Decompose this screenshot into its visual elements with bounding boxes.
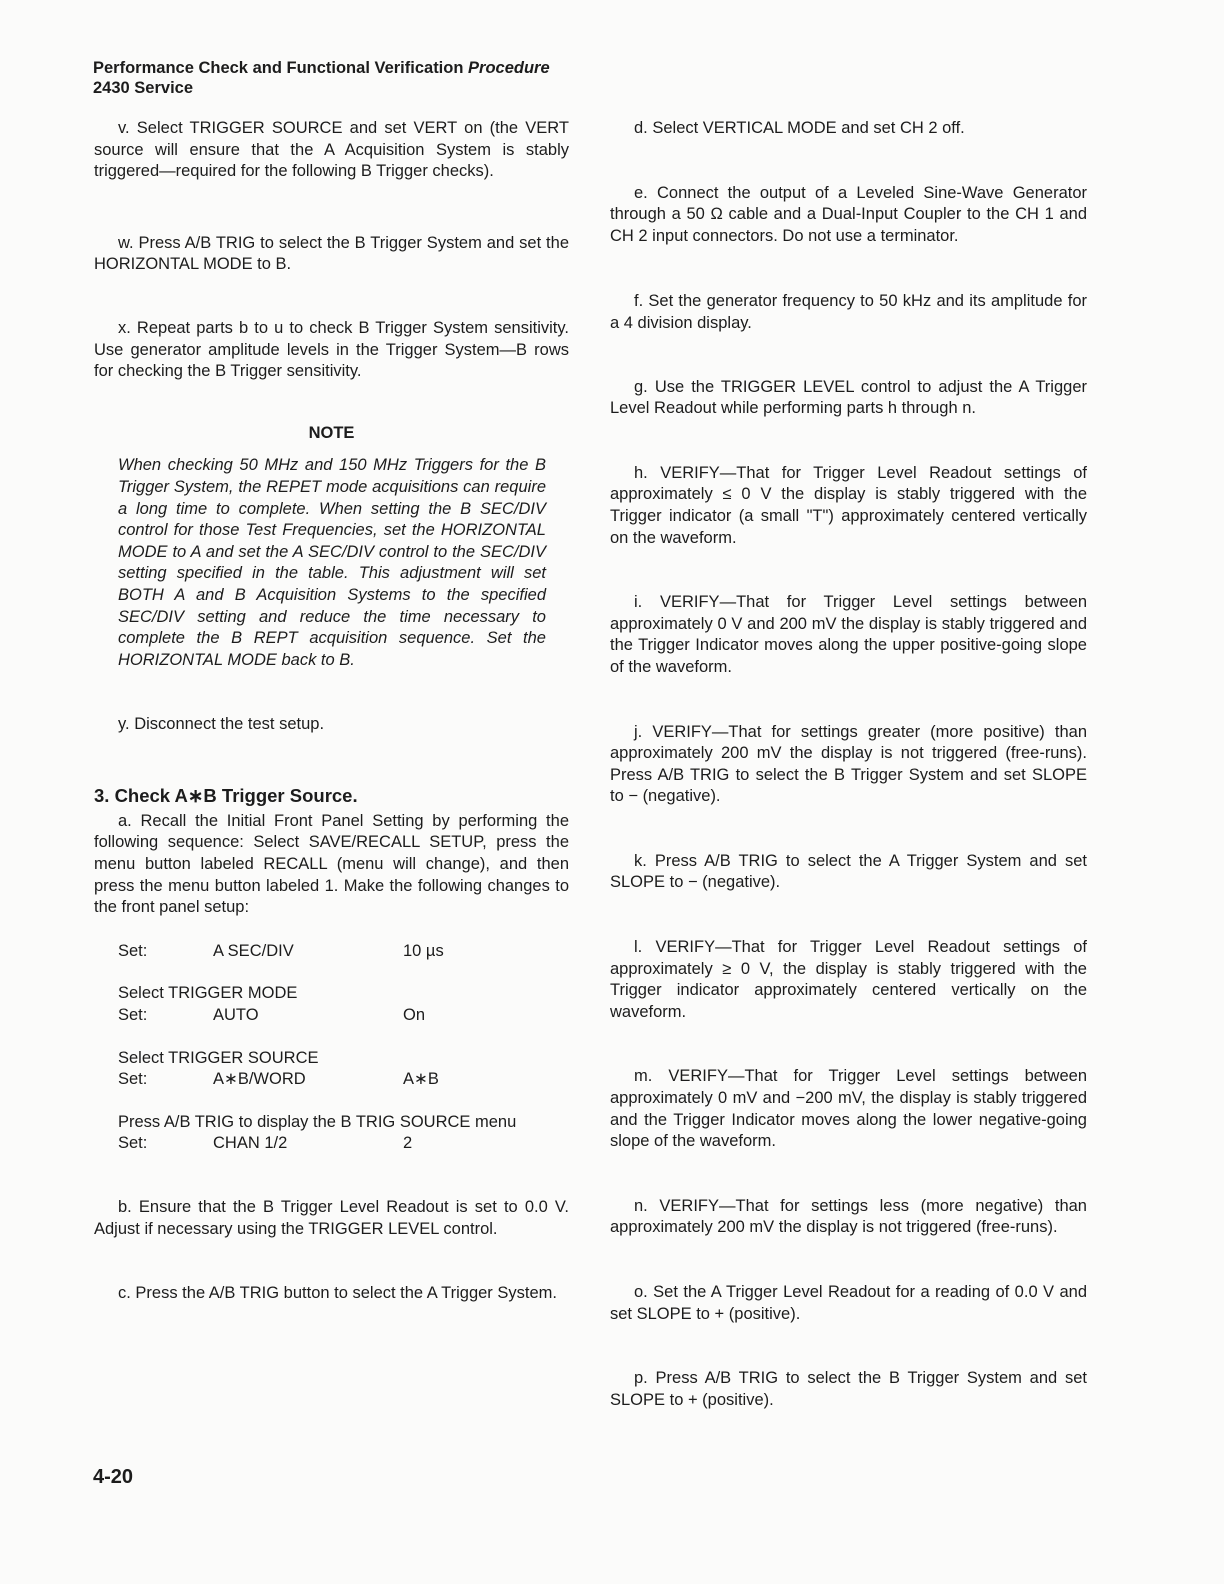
set-value: 10 µs <box>403 941 444 960</box>
step-m: m. VERIFY—That for Trigger Level settings between approximately 0 mV and −200 mV, the display is stably triggered and the Trigger Indicator moves along the lower negative-going slope of the waveform. <box>610 1067 1087 1151</box>
setup-row <box>118 1069 569 1091</box>
header-title <box>93 58 550 78</box>
select-line: Press A/B TRIG to display the B TRIG SOURCE menu <box>118 1112 517 1131</box>
set-item: CHAN 1/2 <box>213 1134 288 1153</box>
step-f: f. Set the generator frequency to 50 kHz and its amplitude for a 4 division display. <box>610 292 1087 332</box>
header-title-end: Procedure <box>468 59 550 77</box>
set-item: A SEC/DIV <box>213 941 294 960</box>
step-b: b. Ensure that the B Trigger Level Readout is set to 0.0 V. Adjust if necessary using the TRIGGER LEVEL control. <box>94 1198 569 1238</box>
step-d: d. Select VERTICAL MODE and set CH 2 off. <box>634 119 965 137</box>
page-number: 4-20 <box>93 1466 134 1488</box>
setup-row <box>118 941 569 963</box>
step-v: v. Select TRIGGER SOURCE and set VERT on (the VERT source will ensure that the A Acquisition System is stably triggered—required for the following B Trigger checks). <box>94 119 569 181</box>
step-o: o. Set the A Trigger Level Readout for a reading of 0.0 V and set SLOPE to + (positive). <box>610 1283 1087 1323</box>
setup-row <box>118 1133 569 1155</box>
step-x: x. Repeat parts b to u to check B Trigger System sensitivity. Use generator amplitude levels in the Trigger System—B rows for checking the B Trigger sensitivity. <box>94 318 569 381</box>
set-value: A∗B <box>403 1070 439 1089</box>
page-header <box>93 58 550 98</box>
set-label: Set: <box>118 1134 148 1153</box>
step-g: g. Use the TRIGGER LEVEL control to adjust the A Trigger Level Readout while performing parts h through n. <box>610 377 1087 418</box>
section-heading: 3. Check A∗B Trigger Source. <box>94 784 358 806</box>
step-i: i. VERIFY—That for Trigger Level settings between approximately 0 V and 200 mV the display is stably triggered and the Trigger Indicator moves along the upper positive-going slope of the waveform. <box>610 593 1087 676</box>
step-a: a. Recall the Initial Front Panel Setting by performing the following sequence: Select SAVE/RECALL SETUP, press the menu button labeled RECALL (menu will change), and then press the menu button labeled 1. Make the following changes to the front panel setup: <box>94 811 569 917</box>
step-c: c. Press the A/B TRIG button to select the A Trigger System. <box>118 1284 557 1303</box>
step-y: y. Disconnect the test setup. <box>118 715 325 734</box>
step-j: j. VERIFY—That for settings greater (more positive) than approximately 200 mV the display is not triggered (free-runs). Press A/B TRIG to select the B Trigger System and set SLOPE to − (negative). <box>610 722 1087 806</box>
right-column <box>610 118 1087 1411</box>
set-value: 2 <box>403 1134 413 1153</box>
set-item: A∗B/WORD <box>213 1070 306 1089</box>
note-text: When checking 50 MHz and 150 MHz Triggers for the B Trigger System, the REPET mode acquisitions can require a long time to complete. When setting the B SEC/DIV control for those Test Frequencies, set the HORIZONTAL MODE to A and set the A SEC/DIV control to the SEC/DIV setting specified in the table. This adjustment will set BOTH A and B Acquisition Systems to the specified SEC/DIV setting and reduce the time necessary to complete the B REPT acquisition sequence. Set the HORIZONTAL MODE back to B. <box>118 456 546 669</box>
header-subtitle: 2430 Service <box>93 79 194 97</box>
step-l: l. VERIFY—That for Trigger Level Readout settings of approximately ≥ 0 V, the display is stably triggered with the Trigger indicator approximately centered vertically on the waveform. <box>610 938 1087 1021</box>
setup-row <box>118 1005 569 1027</box>
step-h: h. VERIFY—That for Trigger Level Readout settings of approximately ≤ 0 V the display is stably triggered with the Trigger indicator (a small "T") approximately centered vertically on the waveform. <box>610 463 1087 547</box>
select-line: Select TRIGGER MODE <box>118 984 298 1003</box>
set-label: Set: <box>118 1070 148 1089</box>
note-heading: NOTE <box>308 423 355 442</box>
header-title-main: Performance Check and Functional Verification <box>93 59 469 77</box>
set-value: On <box>403 1006 426 1025</box>
step-p: p. Press A/B TRIG to select the B Trigger System and set SLOPE to + (positive). <box>610 1369 1087 1409</box>
set-label: Set: <box>118 941 148 960</box>
set-item: AUTO <box>213 1006 259 1025</box>
step-w: w. Press A/B TRIG to select the B Trigger System and set the HORIZONTAL MODE to B. <box>94 233 569 274</box>
left-column <box>94 118 569 1305</box>
set-label: Set: <box>118 1006 148 1025</box>
step-n: n. VERIFY—That for settings less (more negative) than approximately 200 mV the display is not triggered (free-runs). <box>610 1196 1087 1237</box>
step-k: k. Press A/B TRIG to select the A Trigger System and set SLOPE to − (negative). <box>610 851 1087 892</box>
step-e: e. Connect the output of a Leveled Sine-Wave Generator through a 50 Ω cable and a Dual-Input Coupler to the CH 1 and CH 2 input connectors. Do not use a terminator. <box>610 183 1087 245</box>
select-line: Select TRIGGER SOURCE <box>118 1048 319 1067</box>
setup-table <box>94 941 569 1155</box>
